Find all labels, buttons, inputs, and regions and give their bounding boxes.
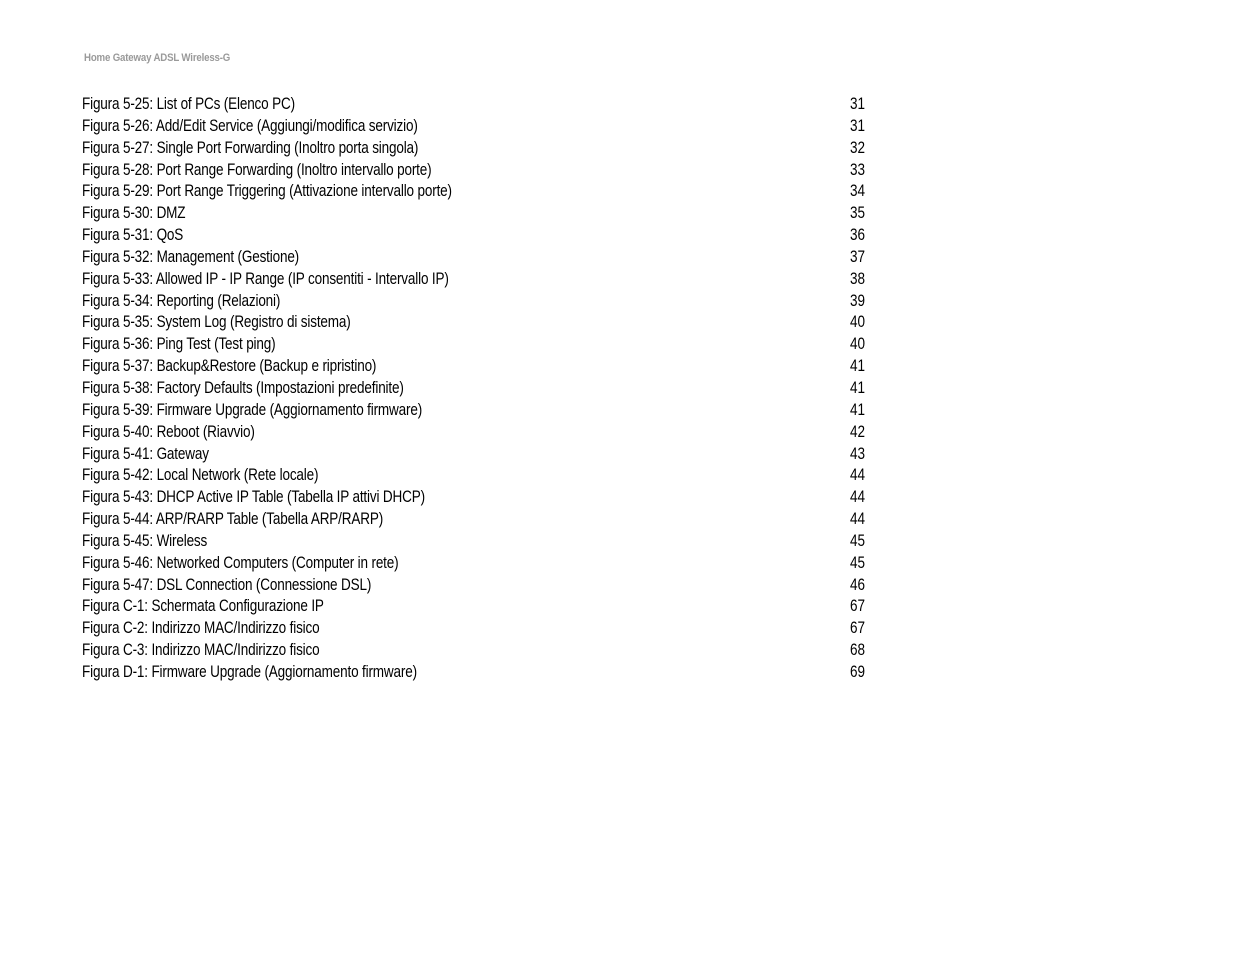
toc-entry[interactable] bbox=[82, 531, 882, 553]
toc-entry-label: Figura 5-33: Allowed IP - IP Range (IP consentiti - Intervallo IP) bbox=[82, 269, 449, 288]
toc-entry-page: 32 bbox=[850, 138, 866, 157]
toc-entry-label: Figura 5-30: DMZ bbox=[82, 204, 186, 223]
toc-entry-label: Figura 5-25: List of PCs (Elenco PC) bbox=[82, 95, 295, 113]
toc-entry[interactable] bbox=[82, 487, 882, 509]
toc-entry-page: 67 bbox=[850, 619, 866, 638]
toc-entry-page: 36 bbox=[850, 226, 866, 245]
toc-entry-page: 68 bbox=[850, 641, 866, 660]
toc-entry-label: Figura C-2: Indirizzo MAC/Indirizzo fisico bbox=[82, 619, 320, 638]
toc-entry-page: 34 bbox=[850, 182, 866, 201]
toc-entry-page: 44 bbox=[850, 510, 866, 529]
toc-entry-label: Figura 5-44: ARP/RARP Table (Tabella ARP/RARP) bbox=[82, 510, 384, 529]
toc-entry[interactable] bbox=[82, 94, 882, 116]
toc-entry-label: Figura 5-29: Port Range Triggering (Attivazione intervallo porte) bbox=[82, 182, 452, 201]
toc-entry[interactable] bbox=[82, 291, 882, 313]
toc-entry[interactable] bbox=[82, 400, 882, 422]
toc-entry-label: Figura 5-39: Firmware Upgrade (Aggiornamento firmware) bbox=[82, 400, 423, 419]
toc-entry[interactable] bbox=[82, 509, 882, 531]
toc-entry-page: 41 bbox=[850, 357, 866, 376]
toc-entry-page: 37 bbox=[850, 247, 866, 266]
toc-entry-label: Figura D-1: Firmware Upgrade (Aggiornamento firmware) bbox=[82, 662, 417, 681]
toc-entry-page: 41 bbox=[850, 378, 866, 397]
toc-entry-label: Figura 5-42: Local Network (Rete locale) bbox=[82, 466, 319, 485]
toc-entry[interactable] bbox=[82, 334, 882, 356]
toc-entry-label: Figura 5-26: Add/Edit Service (Aggiungi/modifica servizio) bbox=[82, 116, 418, 135]
toc-entry-page: 35 bbox=[850, 204, 866, 223]
toc-entry[interactable] bbox=[82, 160, 882, 182]
toc-entry-label: Figura 5-37: Backup&Restore (Backup e ripristino) bbox=[82, 357, 377, 376]
toc-entry-label: Figura 5-38: Factory Defaults (Impostazioni predefinite) bbox=[82, 378, 404, 397]
toc-entry[interactable] bbox=[82, 247, 882, 269]
toc-entry[interactable] bbox=[82, 422, 882, 444]
toc-entry[interactable] bbox=[82, 138, 882, 160]
toc-entry[interactable] bbox=[82, 640, 882, 662]
toc-entry-page: 45 bbox=[850, 553, 866, 572]
toc-entry-page: 45 bbox=[850, 531, 866, 550]
toc-entry-label: Figura 5-47: DSL Connection (Connessione DSL) bbox=[82, 575, 372, 594]
toc-entry-label: Figura 5-28: Port Range Forwarding (Inoltro intervallo porte) bbox=[82, 160, 432, 179]
toc-entry-page: 31 bbox=[850, 95, 866, 113]
toc-entry-page: 31 bbox=[850, 116, 866, 135]
toc-entry-label: Figura 5-36: Ping Test (Test ping) bbox=[82, 335, 276, 354]
toc-entry[interactable] bbox=[82, 203, 882, 225]
figure-list bbox=[82, 94, 882, 684]
toc-entry-label: Figura 5-31: QoS bbox=[82, 226, 184, 245]
toc-entry-label: Figura 5-43: DHCP Active IP Table (Tabella IP attivi DHCP) bbox=[82, 488, 425, 507]
toc-entry-label: Figura 5-34: Reporting (Relazioni) bbox=[82, 291, 281, 310]
toc-entry-label: Figura C-1: Schermata Configurazione IP bbox=[82, 597, 324, 616]
toc-entry[interactable] bbox=[82, 444, 882, 466]
toc-entry-label: Figura C-3: Indirizzo MAC/Indirizzo fisico bbox=[82, 641, 320, 660]
toc-entry-page: 44 bbox=[850, 488, 866, 507]
toc-entry-label: Figura 5-35: System Log (Registro di sistema) bbox=[82, 313, 351, 332]
toc-entry-page: 41 bbox=[850, 400, 866, 419]
toc-entry-page: 46 bbox=[850, 575, 866, 594]
toc-entry-label: Figura 5-32: Management (Gestione) bbox=[82, 247, 300, 266]
toc-entry-page: 39 bbox=[850, 291, 866, 310]
toc-entry-page: 40 bbox=[850, 335, 866, 354]
toc-entry[interactable] bbox=[82, 312, 882, 334]
toc-entry-page: 40 bbox=[850, 313, 866, 332]
toc-entry-page: 33 bbox=[850, 160, 866, 179]
toc-entry-label: Figura 5-45: Wireless bbox=[82, 531, 208, 550]
toc-entry[interactable] bbox=[82, 181, 882, 203]
toc-entry-label: Figura 5-27: Single Port Forwarding (Inoltro porta singola) bbox=[82, 138, 419, 157]
toc-entry-page: 38 bbox=[850, 269, 866, 288]
toc-entry-page: 69 bbox=[850, 662, 866, 681]
toc-entry[interactable] bbox=[82, 116, 882, 138]
toc-entry[interactable] bbox=[82, 356, 882, 378]
toc-entry[interactable] bbox=[82, 553, 882, 575]
toc-entry-label: Figura 5-40: Reboot (Riavvio) bbox=[82, 422, 255, 441]
toc-entry-label: Figura 5-46: Networked Computers (Computer in rete) bbox=[82, 553, 399, 572]
toc-entry[interactable] bbox=[82, 225, 882, 247]
toc-entry-label: Figura 5-41: Gateway bbox=[82, 444, 209, 463]
toc-entry[interactable] bbox=[82, 618, 882, 640]
toc-entry[interactable] bbox=[82, 662, 882, 684]
toc-entry[interactable] bbox=[82, 378, 882, 400]
toc-entry[interactable] bbox=[82, 575, 882, 597]
toc-entry-page: 67 bbox=[850, 597, 866, 616]
toc-entry-page: 44 bbox=[850, 466, 866, 485]
toc-entry[interactable] bbox=[82, 596, 882, 618]
running-header: Home Gateway ADSL Wireless-G bbox=[84, 52, 231, 64]
toc-entry[interactable] bbox=[82, 465, 882, 487]
toc-entry-page: 43 bbox=[850, 444, 866, 463]
toc-entry[interactable] bbox=[82, 269, 882, 291]
toc-entry-page: 42 bbox=[850, 422, 866, 441]
